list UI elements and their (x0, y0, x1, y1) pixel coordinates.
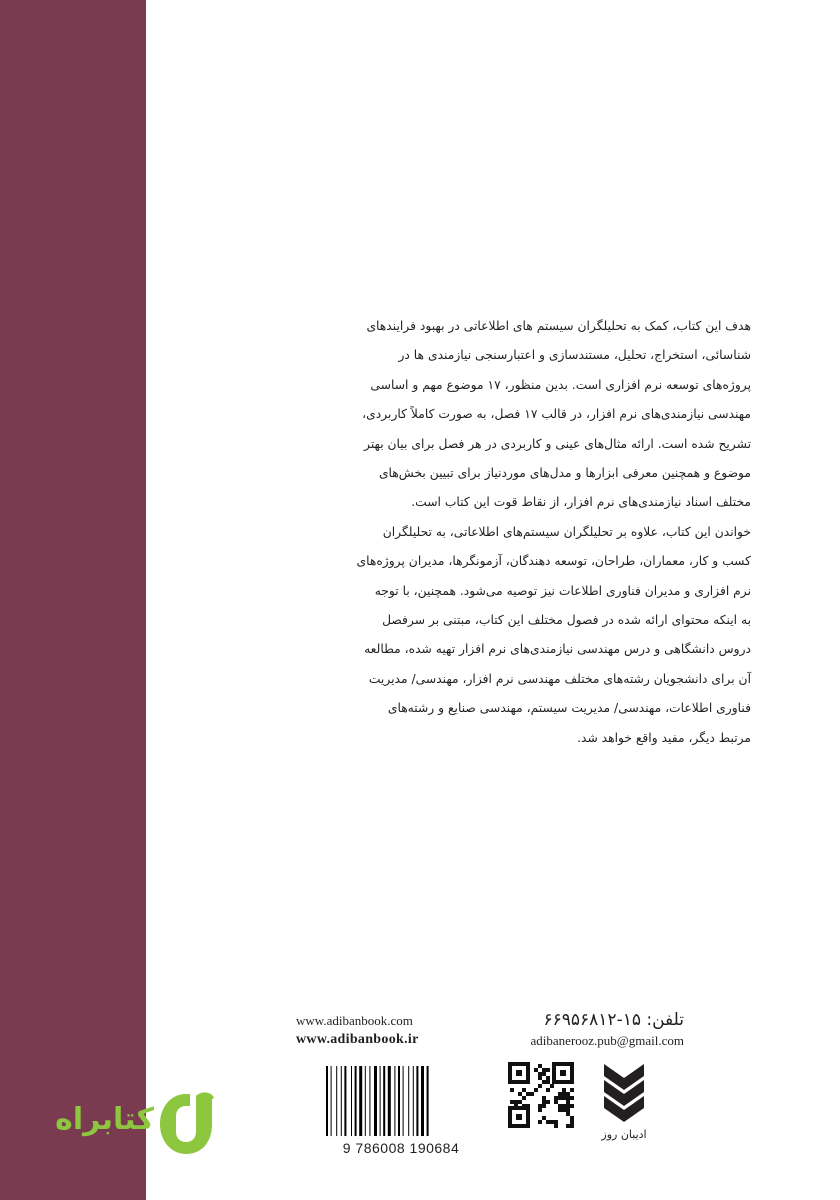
qr-code-icon (508, 1062, 574, 1128)
description-line: فناوری اطلاعات، مهندسی/ مدیریت سیستم، مهندسی صنایع و رشته‌های (387, 701, 751, 716)
description-line: مرتبط دیگر، مفید واقع خواهد شد. (577, 730, 751, 745)
websites-block (296, 1012, 466, 1050)
publisher-name: ادیبان روز (601, 1128, 647, 1141)
book-description (238, 312, 751, 753)
website-ir[interactable]: www.adibanbook.ir (296, 1032, 419, 1047)
description-line: به اینکه محتوای ارائه شده در فصول مختلف این کتاب، مبتنی بر سرفصل (382, 613, 751, 628)
description-line: موضوع و همچنین معرفی ابزارها و مدل‌های موردنیاز برای تبیین بخش‌های (378, 466, 751, 481)
publisher-chevron-logo-icon (602, 1060, 646, 1122)
description-line: دروس دانشگاهی و درس مهندسی نیازمندی‌های نرم افزار تهیه شده، مطالعه (364, 642, 751, 657)
book-spine (0, 0, 146, 1200)
description-line: کسب و کار، معماران، طراحان، توسعه دهندگان، آزمونگرها، مدیران پروژه‌های (356, 554, 751, 569)
description-line: مهندسی نیازمندی‌های نرم افزار، در قالب ۱۷ فصل، به صورت کاملاً کاربردی، (362, 407, 751, 422)
description-line: مختلف اسناد نیازمندی‌های نرم افزار، از نقاط قوت این کتاب است. (411, 495, 751, 510)
description-line: نرم افزاری و مدیران فناوری اطلاعات نیز توصیه می‌شود. همچنین، با توجه (374, 583, 751, 598)
website-com[interactable]: www.adibanbook.com (296, 1013, 413, 1028)
ketabrah-logo[interactable] (38, 1092, 218, 1156)
description-line: شناسائی، استخراج، تحلیل، مستندسازی و اعتبارسنجی نیازمندی ها در (398, 348, 751, 363)
description-line: آن برای دانشجویان رشته‌های مختلف مهندسی نرم افزار، مهندسی/ مدیریت (368, 671, 751, 686)
ketabrah-wordmark: کتابراه (55, 1102, 154, 1137)
isbn-number: 9 786008 190684 (342, 1140, 460, 1156)
contact-block (444, 1008, 684, 1050)
barcode-icon (322, 1064, 480, 1138)
description-line: خواندن این کتاب، علاوه بر تحلیلگران سیستم‌های اطلاعاتی، به تحلیلگران (382, 524, 751, 539)
description-line: تشریح شده است. ارائه مثال‌های عینی و کاربردی در هر فصل برای بیان بهتر (364, 436, 751, 451)
publisher-logo (586, 1060, 662, 1154)
isbn-barcode (322, 1064, 480, 1160)
ketabrah-logo-icon (156, 1092, 216, 1156)
description-line: هدف این کتاب، کمک به تحلیلگران سیستم های اطلاعاتی در بهبود فرایندهای (366, 319, 751, 333)
email-address[interactable]: adibanerooz.pub@gmail.com (530, 1033, 684, 1048)
phone-number: تلفن: ۱۵-۶۶۹۵۶۸۱۲ (543, 1010, 684, 1030)
description-line: پروژه‌های توسعه نرم افزاری است. بدین منظور، ۱۷ موضوع مهم و اساسی (370, 377, 751, 392)
